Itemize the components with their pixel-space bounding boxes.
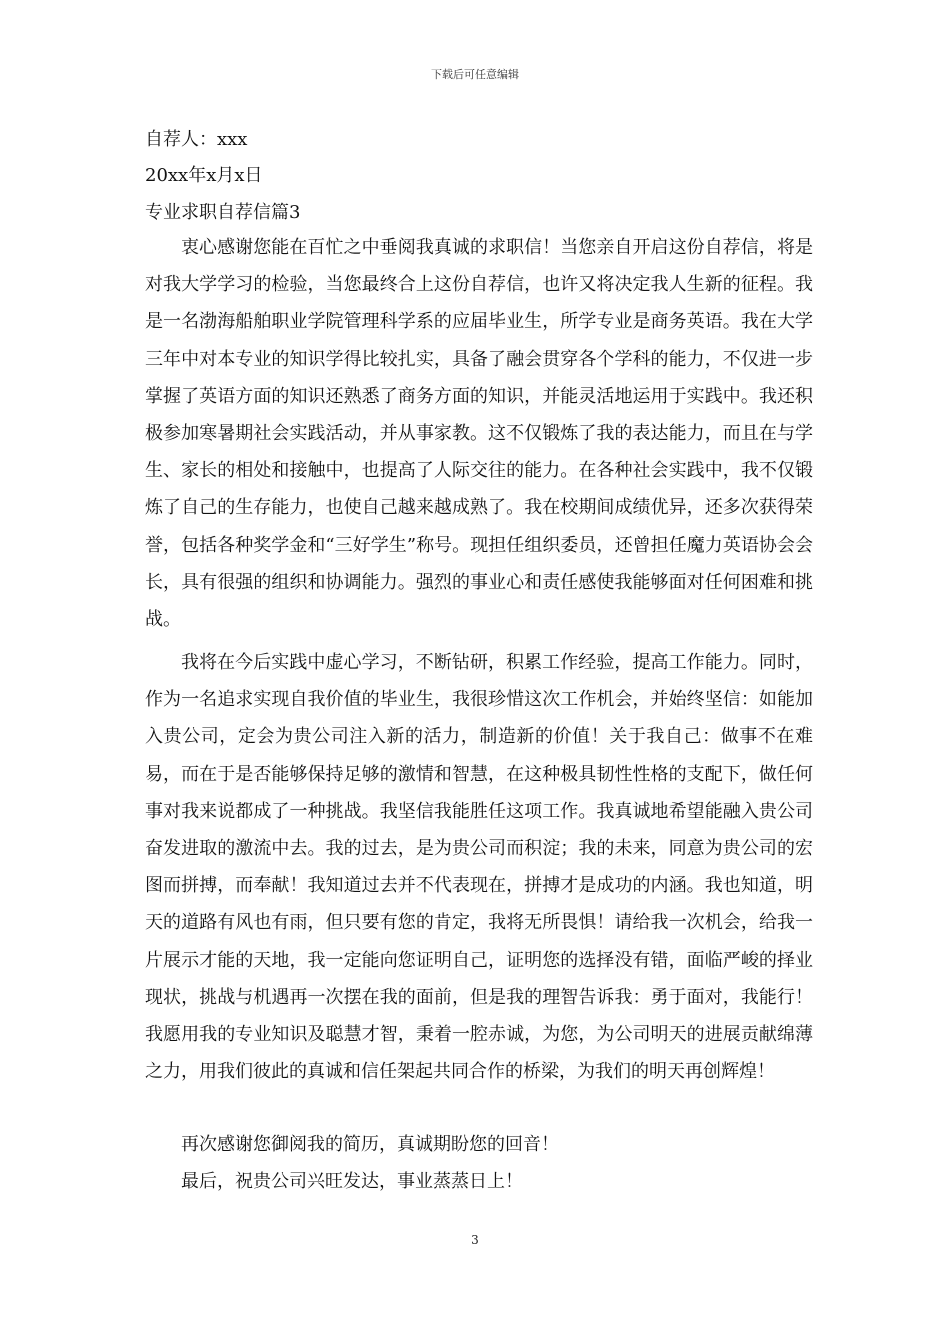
header-note: 下载后可任意编辑 [431, 68, 519, 81]
recommender-line: 自荐人：xxx [145, 129, 248, 150]
date-line: 20xx年x月x日 [145, 165, 263, 186]
body-paragraph-3: 再次感谢您御阅我的简历，真诚期盼您的回音！ [181, 1134, 559, 1155]
body-paragraph-2: 我将在今后实践中虚心学习，不断钻研，积累工作经验，提高工作能力。同时，作为一名追求实现自我价值的毕业生，我很珍惜这次工作机会，并始终坚信：如能加入贵公司，定会为贵公司注入新的活力，制造新的价值！关于我自己：做事不在难易，而在于是否能够保持足够的激情和智慧，在这种极具韧性性格的支配下，做任何事对我来说都成了一种挑战。我坚信我能胜任这项工作。我真诚地希望能融入贵公司奋发进取的激流中去。我的过去，是为贵公司而积淀；我的未来，同意为贵公司的宏图而拼搏，而奉献！我知道过去并不代表现在，拼搏才是成功的内涵。我也知道，明天的道路有风也有雨，但只要有您的肯定，我将无所畏惧！请给我一次机会，给我一片展示才能的天地，我一定能向您证明自己，证明您的选择没有错，面临严峻的择业现状，挑战与机遇再一次摆在我的面前，但是我的理智告诉我：勇于面对，我能行！我愿用我的专业知识及聪慧才智，秉着一腔赤诚，为您，为公司明天的进展贡献绵薄之力，用我们彼此的真诚和信任架起共同合作的桥梁，为我们的明天再创辉煌！ [145, 652, 813, 1083]
section-title: 专业求职自荐信篇3 [145, 202, 301, 223]
body-paragraph-4: 最后，祝贵公司兴旺发达，事业蒸蒸日上！ [181, 1171, 523, 1192]
page-number: 3 [471, 1233, 479, 1247]
body-paragraph-1: 衷心感谢您能在百忙之中垂阅我真诚的求职信！当您亲自开启这份自荐信，将是对我大学学习的检验，当您最终合上这份自荐信，也许又将决定我人生新的征程。我是一名渤海船舶职业学院管理科学系的应届毕业生，所学专业是商务英语。我在大学三年中对本专业的知识学得比较扎实，具备了融会贯穿各个学科的能力，不仅进一步掌握了英语方面的知识还熟悉了商务方面的知识，并能灵活地运用于实践中。我还积极参加寒暑期社会实践活动，并从事家教。这不仅锻炼了我的表达能力，而且在与学生、家长的相处和接触中，也提高了人际交往的能力。在各种社会实践中，我不仅锻炼了自己的生存能力，也使自己越来越成熟了。我在校期间成绩优异，还多次获得荣誉，包括各种奖学金和“三好学生”称号。现担任组织委员，还曾担任魔力英语协会会长，具有很强的组织和协调能力。强烈的事业心和责任感使我能够面对任何困难和挑战。 [145, 237, 813, 631]
